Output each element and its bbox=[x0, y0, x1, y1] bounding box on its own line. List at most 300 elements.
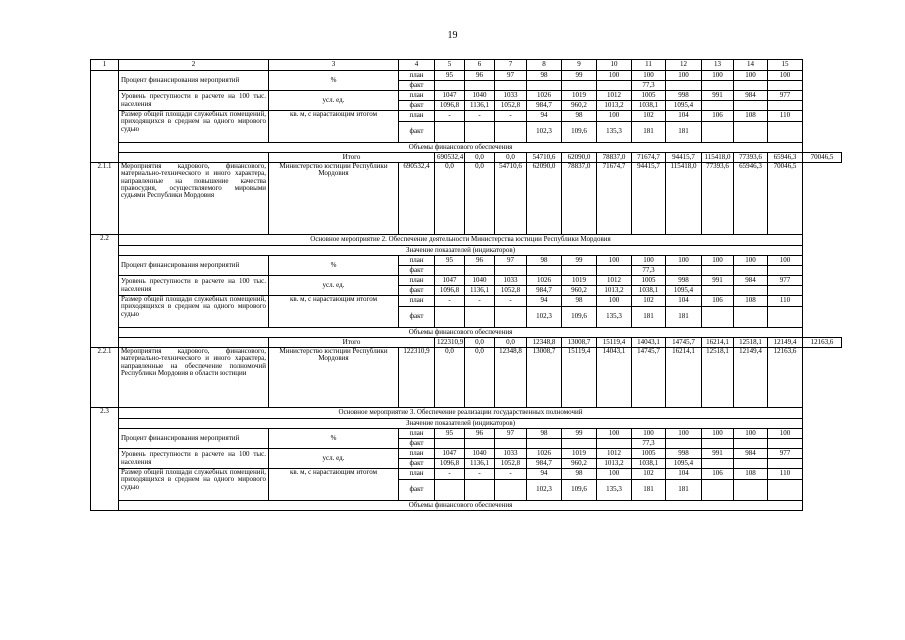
b1-fin-plan bbox=[91, 71, 842, 81]
fact-value: 181 bbox=[632, 122, 666, 143]
plan-value: 100 bbox=[597, 469, 632, 480]
plan-value: 98 bbox=[527, 256, 562, 266]
indicator-label: Размер общей площади служебных помещений, приходящихся в среднем на одного мирового судью bbox=[119, 111, 269, 143]
fact-value bbox=[435, 81, 465, 91]
sub-executor: Министерство юстиции Республики Мордовия bbox=[269, 348, 399, 408]
fact-value: 1096,8 bbox=[435, 459, 465, 469]
fact-label: факт bbox=[399, 81, 435, 91]
plan-label: план bbox=[399, 111, 435, 122]
fact-value bbox=[465, 307, 495, 328]
sub-value: 12518,1 bbox=[702, 348, 734, 408]
sub-value: 0,0 bbox=[435, 348, 465, 408]
indicator-label: Уровень преступности в расчете на 100 тыс. населения bbox=[119, 91, 269, 111]
fact-value: 1096,8 bbox=[435, 286, 465, 296]
fact-value bbox=[527, 266, 562, 276]
fact-value: 77,3 bbox=[632, 266, 666, 276]
block-number-empty bbox=[91, 71, 119, 163]
sub-value: 70046,5 bbox=[768, 163, 803, 235]
indicator-label: Уровень преступности в расчете на 100 тыс. населения bbox=[119, 449, 269, 469]
plan-value: 998 bbox=[666, 276, 702, 286]
fact-value bbox=[768, 307, 803, 328]
plan-value: 998 bbox=[666, 91, 702, 101]
plan-value: 98 bbox=[562, 469, 597, 480]
fact-value: 960,2 bbox=[562, 459, 597, 469]
fact-value bbox=[435, 480, 465, 501]
plan-value: - bbox=[435, 469, 465, 480]
fact-value: 1136,1 bbox=[465, 459, 495, 469]
b1-area-plan bbox=[91, 111, 842, 122]
fact-value: 960,2 bbox=[562, 286, 597, 296]
block-title: Основное мероприятие 2. Обеспечение деятельности Министерства юстиции Республики Мордовия bbox=[119, 235, 803, 246]
fact-value: 1013,2 bbox=[597, 101, 632, 111]
plan-value: 991 bbox=[702, 449, 734, 459]
plan-value: 100 bbox=[632, 429, 666, 439]
fact-value: 181 bbox=[632, 480, 666, 501]
empty-cell bbox=[119, 153, 269, 163]
indicator-unit: % bbox=[269, 71, 399, 91]
total-value: 14745,7 bbox=[666, 338, 702, 348]
total-value: 14043,1 bbox=[632, 338, 666, 348]
plan-value: 1019 bbox=[562, 449, 597, 459]
b3-fin-plan bbox=[91, 429, 842, 439]
fact-label: факт bbox=[399, 307, 435, 328]
plan-value: 100 bbox=[597, 256, 632, 266]
plan-value: 97 bbox=[495, 429, 527, 439]
b2-area-plan bbox=[91, 296, 842, 307]
plan-value: 95 bbox=[435, 71, 465, 81]
fact-value: 181 bbox=[666, 307, 702, 328]
plan-value: 102 bbox=[632, 111, 666, 122]
indicator-label: Процент финансирования мероприятий bbox=[119, 71, 269, 91]
sub-value: 13008,7 bbox=[527, 348, 562, 408]
indicator-unit: % bbox=[269, 429, 399, 449]
sub-value: 14043,1 bbox=[597, 348, 632, 408]
fact-value bbox=[734, 439, 768, 449]
plan-value: 99 bbox=[562, 71, 597, 81]
sub-description: Мероприятия кадрового, финансового, материально-технического и иного характера, направленные на повышение качества правосудия, осуществляемого мировыми судьями Республики Мордовия bbox=[119, 163, 269, 235]
fact-value bbox=[495, 266, 527, 276]
fact-value: 102,3 bbox=[527, 480, 562, 501]
total-value: 62090,0 bbox=[562, 153, 597, 163]
page-number: 19 bbox=[447, 30, 458, 41]
plan-value: 106 bbox=[702, 296, 734, 307]
fact-value: 135,3 bbox=[597, 480, 632, 501]
fact-value: 77,3 bbox=[632, 81, 666, 91]
fact-value bbox=[734, 307, 768, 328]
header-col-13: 13 bbox=[702, 60, 734, 71]
total-value: 12163,6 bbox=[803, 338, 842, 348]
sub-value: 62090,0 bbox=[527, 163, 562, 235]
total-value: 0,0 bbox=[495, 338, 527, 348]
plan-value: 991 bbox=[702, 276, 734, 286]
plan-value: 106 bbox=[702, 111, 734, 122]
total-label: Итого bbox=[269, 338, 435, 348]
fact-value: 109,6 bbox=[562, 122, 597, 143]
fact-value bbox=[702, 266, 734, 276]
fact-value bbox=[435, 307, 465, 328]
b3-crime-plan bbox=[91, 449, 842, 459]
fact-value bbox=[527, 439, 562, 449]
plan-value: 110 bbox=[768, 469, 803, 480]
total-value: 54710,6 bbox=[527, 153, 562, 163]
b2-fin-plan bbox=[91, 256, 842, 266]
plan-value: - bbox=[495, 111, 527, 122]
plan-value: - bbox=[495, 469, 527, 480]
plan-value: 100 bbox=[666, 71, 702, 81]
plan-value: 1005 bbox=[632, 449, 666, 459]
b3-volumes bbox=[91, 501, 842, 511]
indicator-unit: усл. ед. bbox=[269, 91, 399, 111]
fact-value bbox=[702, 101, 734, 111]
fact-value: 109,6 bbox=[562, 480, 597, 501]
fact-value bbox=[465, 81, 495, 91]
fact-value: 1038,1 bbox=[632, 101, 666, 111]
b1-crime-plan bbox=[91, 91, 842, 101]
fact-value: 1136,1 bbox=[465, 101, 495, 111]
plan-value: 100 bbox=[702, 429, 734, 439]
indicator-unit: кв. м, с нарастающим итогом bbox=[269, 111, 399, 143]
plan-value: 94 bbox=[527, 296, 562, 307]
fact-value: 1136,1 bbox=[465, 286, 495, 296]
plan-label: план bbox=[399, 256, 435, 266]
total-value: 115418,0 bbox=[702, 153, 734, 163]
indicators-title: Значение показателей (индикаторов) bbox=[119, 246, 803, 256]
fact-value bbox=[527, 81, 562, 91]
fact-value bbox=[734, 480, 768, 501]
plan-value: 100 bbox=[666, 256, 702, 266]
plan-value: 100 bbox=[734, 71, 768, 81]
plan-label: план bbox=[399, 71, 435, 81]
total-value: 70046,5 bbox=[803, 153, 842, 163]
plan-value: 100 bbox=[702, 71, 734, 81]
fact-value: 181 bbox=[632, 307, 666, 328]
fact-value: 1038,1 bbox=[632, 459, 666, 469]
plan-value: 1033 bbox=[495, 276, 527, 286]
indicator-unit: усл. ед. bbox=[269, 449, 399, 469]
total-value: 65946,3 bbox=[768, 153, 803, 163]
sub-value: 54710,6 bbox=[495, 163, 527, 235]
plan-value: 1012 bbox=[597, 276, 632, 286]
fact-value bbox=[734, 266, 768, 276]
fact-value bbox=[666, 439, 702, 449]
b2-total bbox=[91, 338, 842, 348]
indicators-title: Значение показателей (индикаторов) bbox=[119, 419, 803, 429]
sub-number: 2.1.1 bbox=[91, 163, 119, 235]
total-value: 77393,6 bbox=[734, 153, 768, 163]
fact-value: 1052,8 bbox=[495, 459, 527, 469]
plan-value: 95 bbox=[435, 256, 465, 266]
fact-value bbox=[562, 266, 597, 276]
plan-value: 977 bbox=[768, 449, 803, 459]
fact-value: 984,7 bbox=[527, 286, 562, 296]
plan-value: 99 bbox=[562, 256, 597, 266]
fact-value bbox=[465, 122, 495, 143]
sub-value: 94415,7 bbox=[632, 163, 666, 235]
fact-label: факт bbox=[399, 266, 435, 276]
fact-value bbox=[734, 122, 768, 143]
fact-label: факт bbox=[399, 439, 435, 449]
b2-crime-plan bbox=[91, 276, 842, 286]
plan-value: 1012 bbox=[597, 449, 632, 459]
total-label: Итого bbox=[269, 153, 435, 163]
fact-value: 1013,2 bbox=[597, 286, 632, 296]
fact-value bbox=[702, 307, 734, 328]
indicator-unit: % bbox=[269, 256, 399, 276]
block-number: 2.2 bbox=[91, 235, 119, 348]
fact-value: 109,6 bbox=[562, 307, 597, 328]
plan-value: 110 bbox=[768, 111, 803, 122]
plan-value: 1026 bbox=[527, 449, 562, 459]
b2-indicators bbox=[91, 246, 842, 256]
total-value: 78837,0 bbox=[597, 153, 632, 163]
fact-value bbox=[768, 439, 803, 449]
plan-value: 977 bbox=[768, 91, 803, 101]
b1-total bbox=[91, 153, 842, 163]
plan-value: 100 bbox=[734, 429, 768, 439]
fact-value bbox=[465, 439, 495, 449]
header-col-8: 8 bbox=[527, 60, 562, 71]
plan-value: 98 bbox=[527, 429, 562, 439]
fact-value bbox=[734, 101, 768, 111]
total-value: 690532,4 bbox=[435, 153, 465, 163]
total-value: 12348,8 bbox=[527, 338, 562, 348]
plan-value: 1033 bbox=[495, 449, 527, 459]
plan-value: 100 bbox=[597, 429, 632, 439]
fact-value bbox=[495, 307, 527, 328]
b2-title bbox=[91, 235, 842, 246]
fact-value bbox=[435, 266, 465, 276]
plan-value: 100 bbox=[597, 111, 632, 122]
b1-sub bbox=[91, 163, 842, 235]
plan-value: - bbox=[435, 111, 465, 122]
header-col-3: 3 bbox=[269, 60, 399, 71]
fact-value bbox=[495, 81, 527, 91]
plan-value: 100 bbox=[768, 256, 803, 266]
sub-value: 77393,6 bbox=[702, 163, 734, 235]
sub-value: 15119,4 bbox=[562, 348, 597, 408]
fact-value bbox=[734, 286, 768, 296]
plan-value: 104 bbox=[666, 296, 702, 307]
plan-value: 96 bbox=[465, 71, 495, 81]
sub-value: 0,0 bbox=[465, 163, 495, 235]
header-col-9: 9 bbox=[562, 60, 597, 71]
fact-value bbox=[702, 459, 734, 469]
plan-value: - bbox=[465, 469, 495, 480]
plan-value: 100 bbox=[734, 256, 768, 266]
header-col-15: 15 bbox=[768, 60, 803, 71]
plan-value: 108 bbox=[734, 469, 768, 480]
plan-value: - bbox=[465, 111, 495, 122]
b2-sub bbox=[91, 348, 842, 408]
header-col-14: 14 bbox=[734, 60, 768, 71]
fact-value bbox=[768, 286, 803, 296]
plan-value: 1047 bbox=[435, 276, 465, 286]
fact-value bbox=[702, 81, 734, 91]
plan-value: 98 bbox=[562, 111, 597, 122]
total-value: 16214,1 bbox=[702, 338, 734, 348]
plan-value: 984 bbox=[734, 276, 768, 286]
header-col-2: 2 bbox=[119, 60, 269, 71]
fact-value bbox=[702, 122, 734, 143]
header-col-11: 11 bbox=[632, 60, 666, 71]
sub-value: 115418,0 bbox=[666, 163, 702, 235]
fact-value bbox=[768, 122, 803, 143]
plan-value: 1040 bbox=[465, 276, 495, 286]
fact-value bbox=[666, 81, 702, 91]
plan-value: 1019 bbox=[562, 91, 597, 101]
fact-value bbox=[768, 81, 803, 91]
indicator-unit: усл. ед. bbox=[269, 276, 399, 296]
total-value: 13008,7 bbox=[562, 338, 597, 348]
header-col-1: 1 bbox=[91, 60, 119, 71]
total-value: 12518,1 bbox=[734, 338, 768, 348]
fact-label: факт bbox=[399, 286, 435, 296]
plan-value: 1012 bbox=[597, 91, 632, 101]
plan-value: 984 bbox=[734, 449, 768, 459]
plan-value: 977 bbox=[768, 276, 803, 286]
plan-value: 96 bbox=[465, 256, 495, 266]
fact-value bbox=[495, 439, 527, 449]
fact-value: 1095,4 bbox=[666, 286, 702, 296]
plan-label: план bbox=[399, 449, 435, 459]
fact-value bbox=[768, 459, 803, 469]
plan-value: 99 bbox=[562, 429, 597, 439]
sub-value: 690532,4 bbox=[399, 163, 435, 235]
plan-value: 1005 bbox=[632, 276, 666, 286]
fact-value: 1038,1 bbox=[632, 286, 666, 296]
fact-value bbox=[702, 439, 734, 449]
fact-value: 1096,8 bbox=[435, 101, 465, 111]
fact-value bbox=[666, 266, 702, 276]
fact-value bbox=[562, 439, 597, 449]
fact-value: 181 bbox=[666, 480, 702, 501]
plan-value: 991 bbox=[702, 91, 734, 101]
fact-value: 1095,4 bbox=[666, 101, 702, 111]
volumes-title: Объемы финансового обеспечения bbox=[119, 328, 803, 338]
volumes-title: Объемы финансового обеспечения bbox=[119, 501, 803, 511]
b3-area-plan bbox=[91, 469, 842, 480]
fact-value: 135,3 bbox=[597, 122, 632, 143]
plan-label: план bbox=[399, 296, 435, 307]
plan-value: 1019 bbox=[562, 276, 597, 286]
indicator-unit: кв. м, с нарастающим итогом bbox=[269, 469, 399, 501]
plan-label: план bbox=[399, 91, 435, 101]
fact-value bbox=[562, 81, 597, 91]
fact-value bbox=[495, 122, 527, 143]
plan-label: план bbox=[399, 276, 435, 286]
total-value: 71674,7 bbox=[632, 153, 666, 163]
total-value: 122310,9 bbox=[435, 338, 465, 348]
plan-value: 1026 bbox=[527, 91, 562, 101]
block-number: 2.3 bbox=[91, 408, 119, 511]
b2-volumes bbox=[91, 328, 842, 338]
plan-value: 108 bbox=[734, 296, 768, 307]
total-value: 94415,7 bbox=[666, 153, 702, 163]
plan-value: 1026 bbox=[527, 276, 562, 286]
plan-value: 100 bbox=[666, 429, 702, 439]
sub-value: 65946,3 bbox=[734, 163, 768, 235]
plan-value: - bbox=[465, 296, 495, 307]
fact-value bbox=[702, 480, 734, 501]
sub-value: 78837,0 bbox=[562, 163, 597, 235]
volumes-title: Объемы финансового обеспечения bbox=[119, 143, 803, 153]
plan-value: 100 bbox=[597, 296, 632, 307]
fact-value bbox=[465, 266, 495, 276]
header-row bbox=[91, 60, 842, 71]
fact-label: факт bbox=[399, 101, 435, 111]
header-col-7: 7 bbox=[495, 60, 527, 71]
sub-executor: Министерство юстиции Республики Мордовия bbox=[269, 163, 399, 235]
plan-value: 998 bbox=[666, 449, 702, 459]
fact-label: факт bbox=[399, 459, 435, 469]
block-title: Основное мероприятие 3. Обеспечение реализации государственных полномочий bbox=[119, 408, 803, 419]
sub-value: 12149,4 bbox=[734, 348, 768, 408]
indicator-label: Уровень преступности в расчете на 100 тыс. населения bbox=[119, 276, 269, 296]
fact-value bbox=[702, 286, 734, 296]
sub-value: 12163,6 bbox=[768, 348, 803, 408]
fact-value bbox=[768, 266, 803, 276]
fact-label: факт bbox=[399, 122, 435, 143]
plan-value: 100 bbox=[768, 71, 803, 81]
fact-value bbox=[768, 480, 803, 501]
plan-label: план bbox=[399, 469, 435, 480]
fact-value bbox=[734, 459, 768, 469]
plan-value: 100 bbox=[768, 429, 803, 439]
plan-value: - bbox=[435, 296, 465, 307]
plan-value: 108 bbox=[734, 111, 768, 122]
plan-value: 110 bbox=[768, 296, 803, 307]
plan-value: 104 bbox=[666, 111, 702, 122]
fact-value: 960,2 bbox=[562, 101, 597, 111]
plan-value: 97 bbox=[495, 71, 527, 81]
plan-value: 100 bbox=[632, 256, 666, 266]
plan-value: 1040 bbox=[465, 91, 495, 101]
fact-value bbox=[435, 122, 465, 143]
b3-indicators bbox=[91, 419, 842, 429]
fact-value: 77,3 bbox=[632, 439, 666, 449]
indicator-unit: кв. м, с нарастающим итогом bbox=[269, 296, 399, 328]
sub-value: 12348,8 bbox=[495, 348, 527, 408]
plan-value: 1040 bbox=[465, 449, 495, 459]
fact-label: факт bbox=[399, 480, 435, 501]
fact-value: 984,7 bbox=[527, 459, 562, 469]
b3-title bbox=[91, 408, 842, 419]
fact-value bbox=[768, 101, 803, 111]
fact-value: 181 bbox=[666, 122, 702, 143]
fact-value bbox=[465, 480, 495, 501]
header-col-5: 5 bbox=[435, 60, 465, 71]
plan-value: 1047 bbox=[435, 449, 465, 459]
fact-value: 135,3 bbox=[597, 307, 632, 328]
plan-label: план bbox=[399, 429, 435, 439]
indicator-label: Размер общей площади служебных помещений, приходящихся в среднем на одного мирового судью bbox=[119, 296, 269, 328]
plan-value: 97 bbox=[495, 256, 527, 266]
plan-value: 94 bbox=[527, 469, 562, 480]
fact-value: 102,3 bbox=[527, 122, 562, 143]
plan-value: 1033 bbox=[495, 91, 527, 101]
plan-value: 100 bbox=[597, 71, 632, 81]
plan-value: 106 bbox=[702, 469, 734, 480]
fact-value: 1052,8 bbox=[495, 101, 527, 111]
indicator-label: Процент финансирования мероприятий bbox=[119, 429, 269, 449]
sub-value: 0,0 bbox=[465, 348, 495, 408]
header-col-6: 6 bbox=[465, 60, 495, 71]
fact-value: 102,3 bbox=[527, 307, 562, 328]
total-value: 0,0 bbox=[465, 153, 495, 163]
indicators-table bbox=[90, 59, 842, 511]
plan-value: 1047 bbox=[435, 91, 465, 101]
total-value: 12149,4 bbox=[768, 338, 803, 348]
